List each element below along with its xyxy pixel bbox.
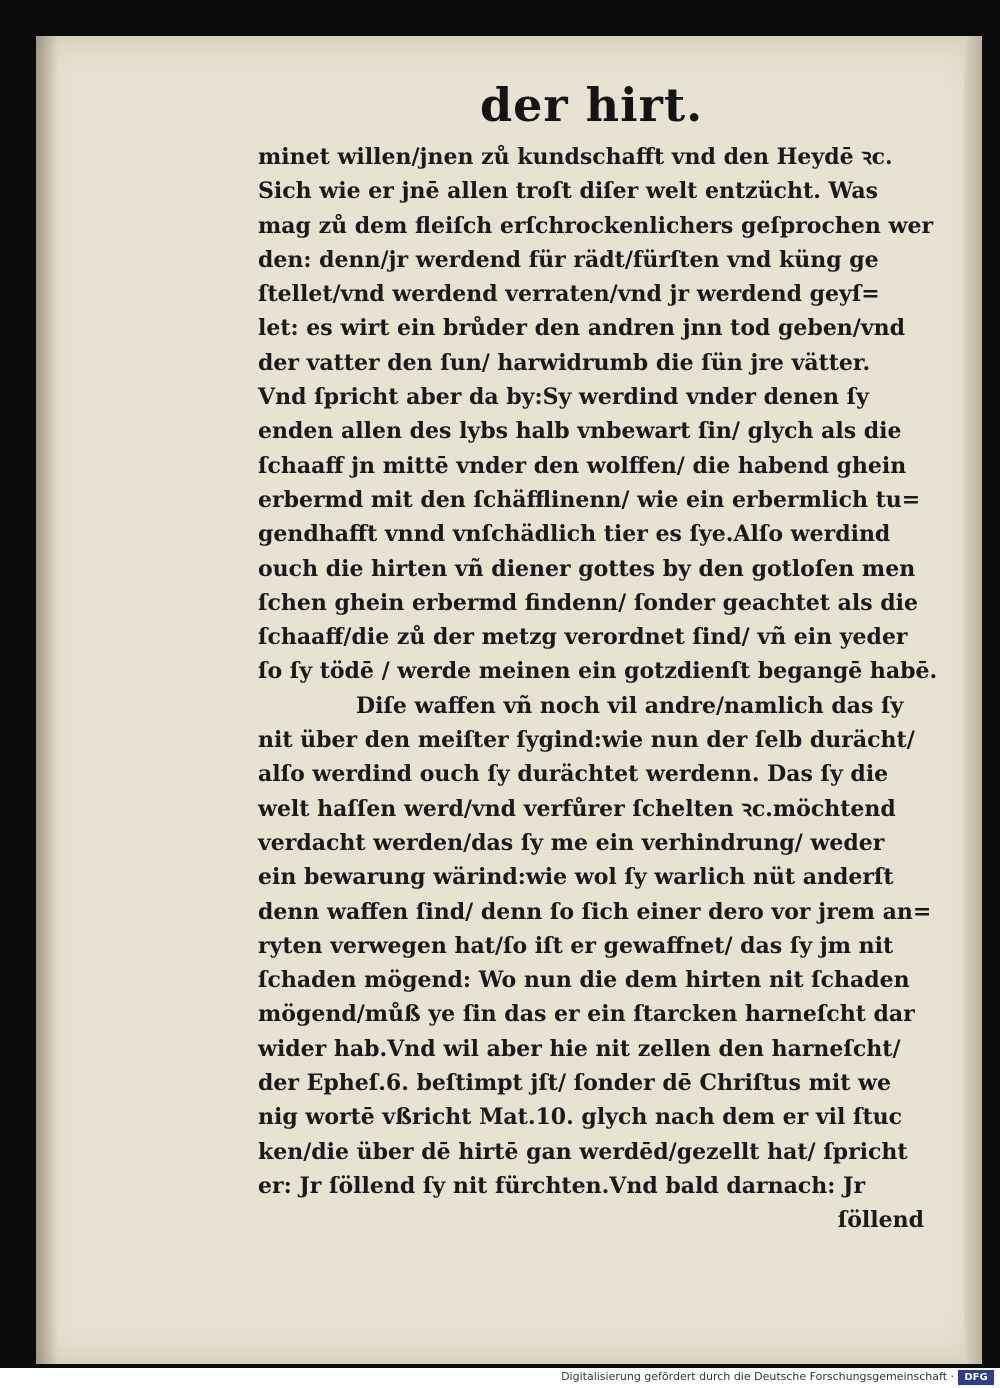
text-line: minet willen/jnen zů kundschafft vnd den Heydē ꝛc. (258, 144, 893, 170)
text-line: der vatter den ſun/ harwidrumb die ſün jre vätter. (258, 349, 871, 376)
text-line: ſchaaff jn mittē vnder den wolffen/ die habend ghein (258, 452, 907, 479)
text-line: ouch die hirten vñ diener gottes by den gotloſen men (258, 555, 916, 582)
text-line: ein bewarung wärind:wie wol ſy warlich nüt anderſt (258, 864, 894, 891)
text-block (258, 140, 968, 1238)
text-line: mag zů dem fleiſch erſchrockenlichers geſprochen wer (258, 212, 934, 239)
text-line: Vnd ſpricht aber da by:Sy werdind vnder denen ſy (258, 384, 869, 411)
text-line: ſchaden mögend: Wo nun die dem hirten nit ſchaden (258, 967, 910, 994)
text-line: erbermd mit den ſchäfflinenn/ wie ein erbermlich tu= (258, 486, 921, 513)
text-line: let: es wirt ein brůder den andren jnn tod geben/vnd (258, 315, 906, 342)
text-line: mögend/můß ye ſin das er ein ſtarcken harneſcht dar (258, 1001, 915, 1028)
text-line: den: denn/jr werdend für rädt/fürſten vnd küng ge (258, 246, 879, 273)
text-line: ſchaaff/die zů der metzg verordnet ſind/ vñ ein yeder (258, 624, 908, 651)
text-line: der Epheſ.6. beſtimpt jſt/ ſonder dē Chriſtus mit we (258, 1070, 891, 1097)
text-line: ſtellet/vnd werdend verraten/vnd jr werdend geyſ= (258, 281, 880, 308)
text-line: verdacht werden/das ſy me ein verhindrung/ weder (258, 829, 885, 856)
text-line: ryten verwegen hat/ſo iſt er gewaffnet/ das ſy jm nit (258, 932, 894, 959)
text-line: wider hab.Vnd wil aber hie nit zellen den harneſcht/ (258, 1035, 901, 1062)
text-line: ſchen ghein erbermd findenn/ ſonder geachtet als die (258, 589, 918, 616)
text-line: welt haſſen werd/vnd verfůrer ſchelten ꝛc.möchtend (258, 795, 896, 822)
running-head: der hirt. (480, 78, 704, 132)
digitization-footer (0, 1368, 1000, 1388)
paragraph-start-line: Diſe waffen vñ noch vil andre/namlich das ſy (356, 692, 904, 719)
funding-notice: Digitalisierung gefördert durch die Deutsche Forschungsgemeinschaft · (561, 1370, 954, 1383)
dfg-logo: DFG (958, 1370, 994, 1385)
text-line: ken/die über dē hirtē gan werdēd/gezellt hat/ ſpricht (258, 1138, 908, 1165)
catchword: ſöllend (837, 1207, 924, 1234)
gutter-shadow (36, 36, 58, 1364)
text-line: nig wortē vßricht Mat.10. glych nach dem er vil ſtuc (258, 1104, 903, 1131)
text-line: gendhafft vnnd vnſchädlich tier es ſye.Alſo werdind (258, 521, 891, 548)
text-line: enden allen des lybs halb vnbewart ſin/ glych als die (258, 418, 902, 445)
text-line: Sich wie er jnē allen troſt diſer welt entzücht. Was (258, 178, 878, 205)
text-line: alſo werdind ouch ſy durächtet werdenn. Das ſy die (258, 761, 889, 788)
text-line: denn waffen ſind/ denn ſo ſich einer dero vor jrem an= (258, 898, 932, 925)
text-line: nit über den meiſter ſygind:wie nun der ſelb durächt/ (258, 727, 915, 754)
text-line: ſo ſy tödē / werde meinen ein gotzdienſt begangē habē. (258, 658, 938, 685)
text-line: er: Jr ſöllend ſy nit fürchten.Vnd bald darnach: Jr (258, 1172, 866, 1199)
